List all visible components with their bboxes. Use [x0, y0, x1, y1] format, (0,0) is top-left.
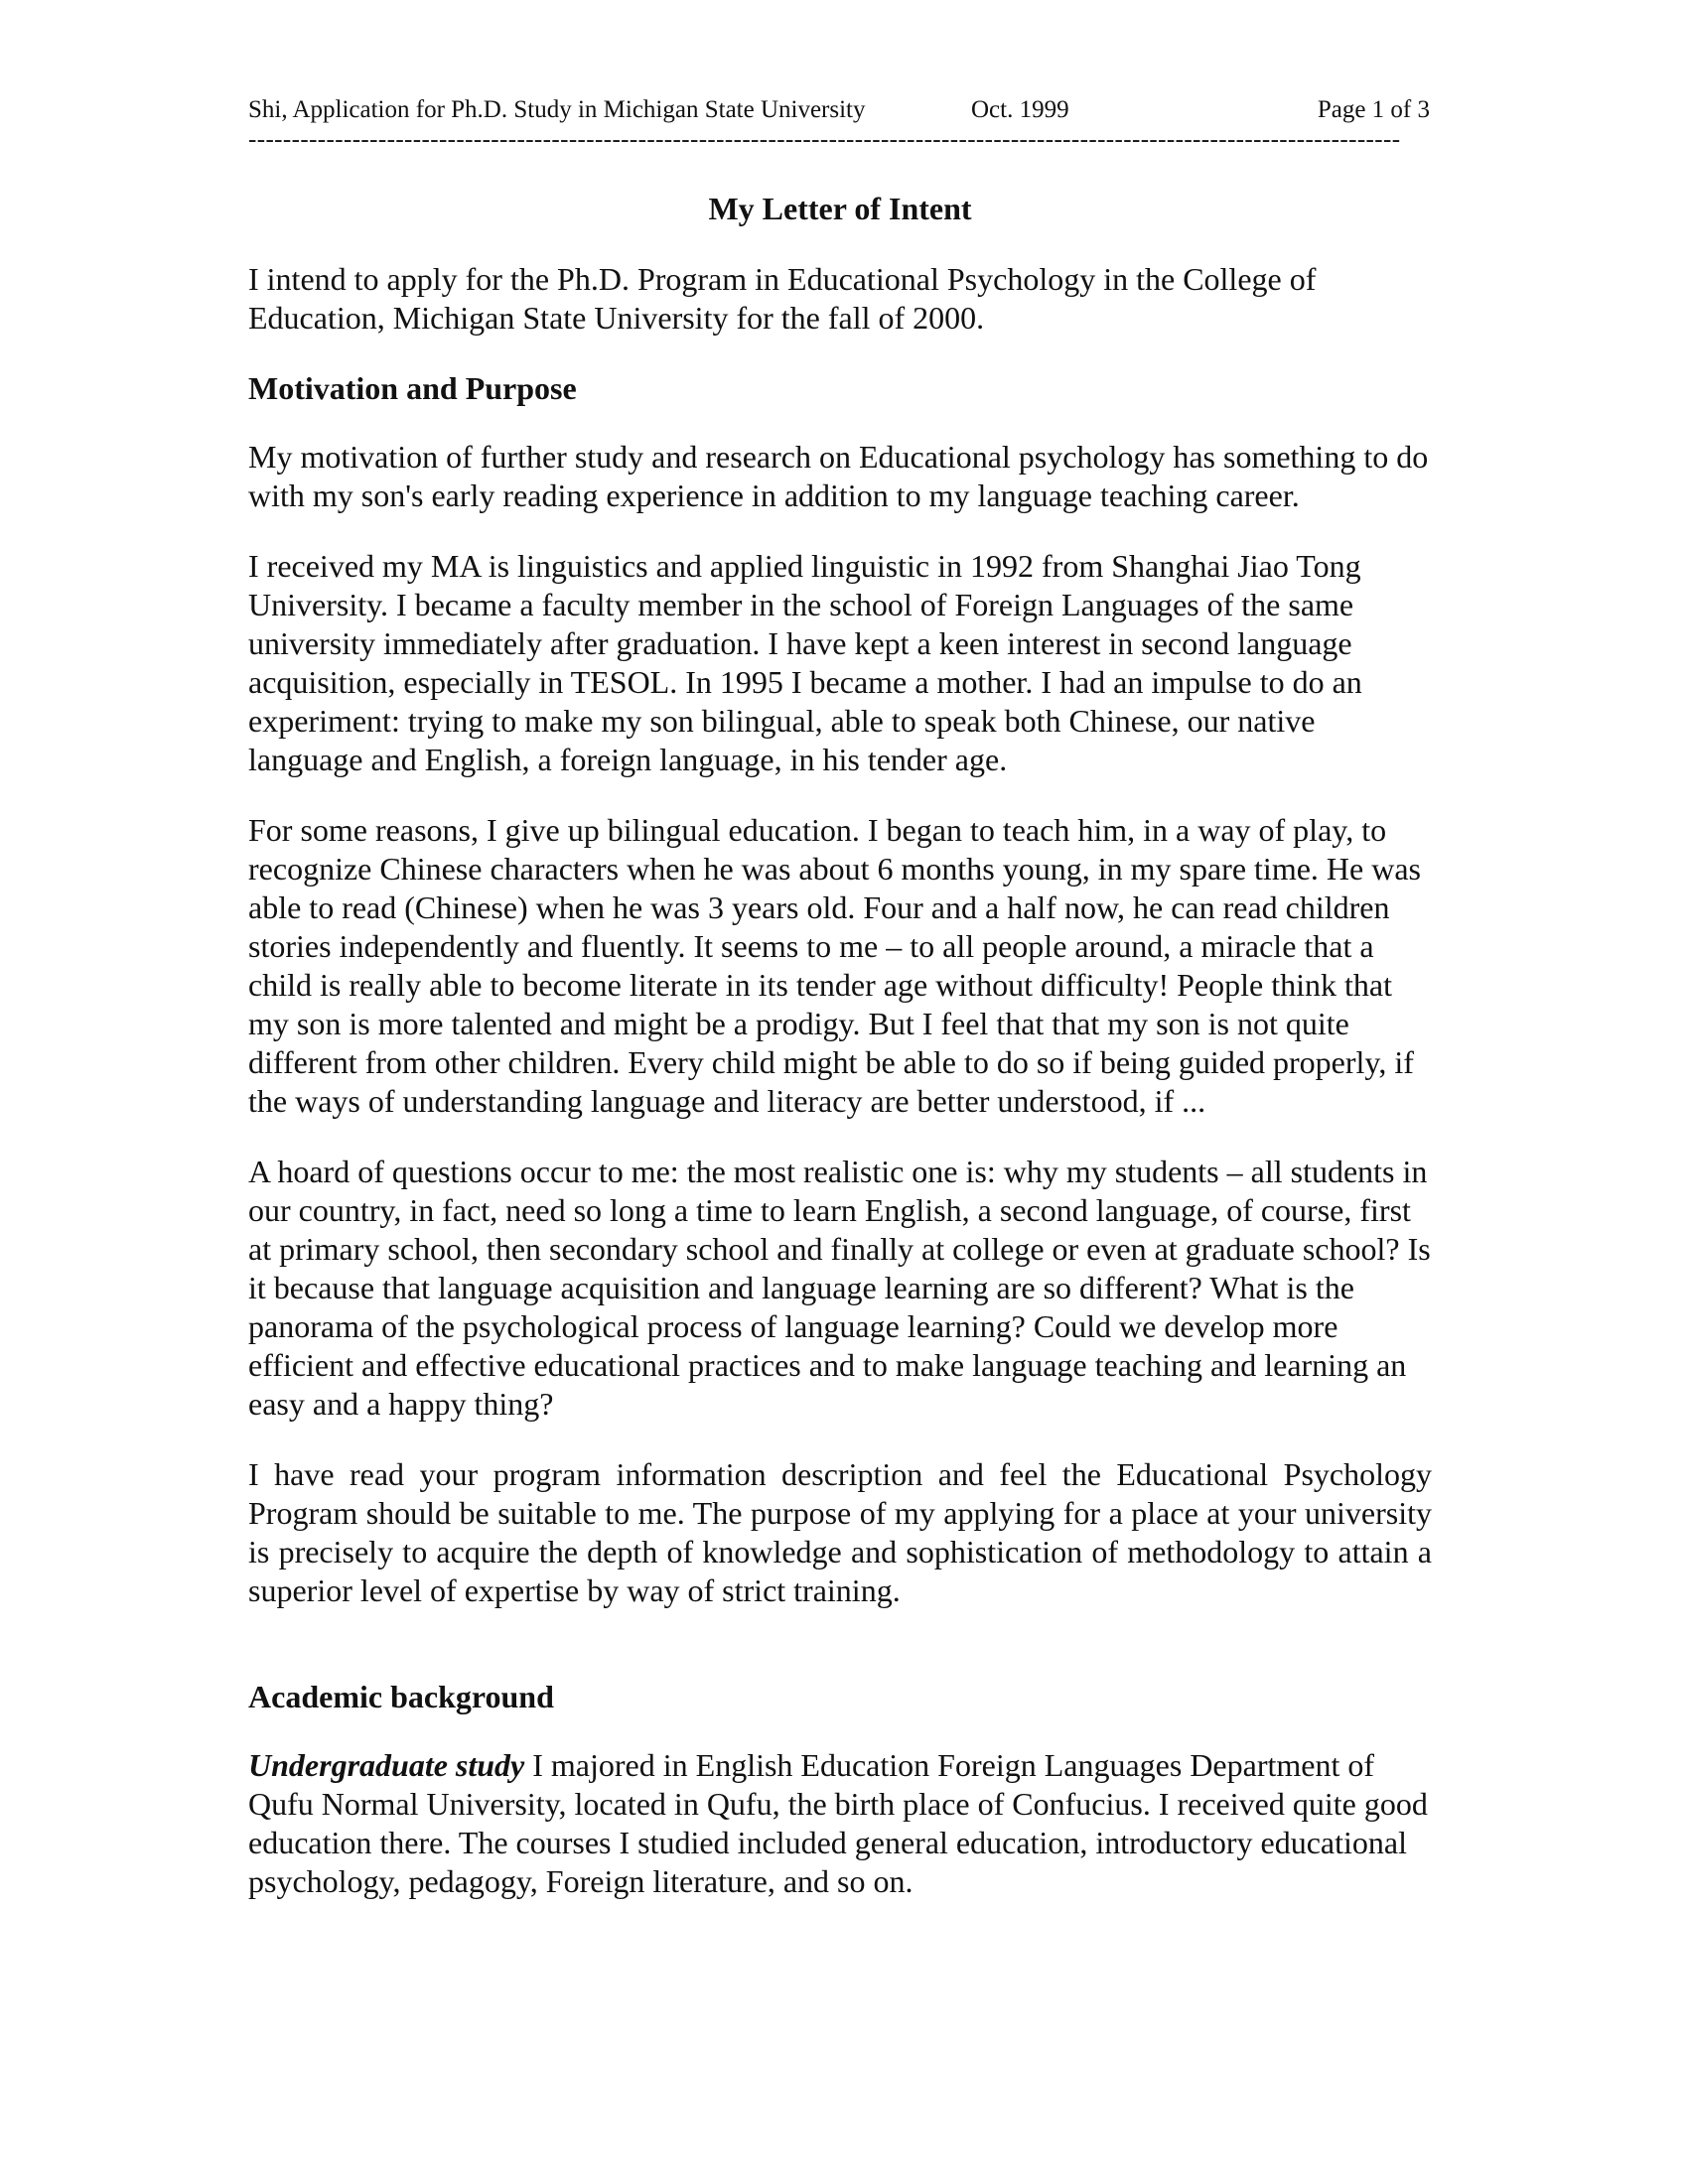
- section-spacer: [248, 1642, 1432, 1678]
- header-title: Shi, Application for Ph.D. Study in Michigan State University: [248, 96, 866, 123]
- paragraph-motivation-1: My motivation of further study and research on Educational psychology has something to do with my son's early reading experience in addition to my language teaching career.: [248, 439, 1429, 513]
- paragraph-undergraduate: [248, 1746, 1432, 1901]
- header-page-number: Page 1 of 3: [1317, 96, 1430, 123]
- intro-paragraph: I intend to apply for the Ph.D. Program in Educational Psychology in the College of Education, Michigan State University for the fall of 2000.: [248, 261, 1317, 336]
- section-heading-motivation: Motivation and Purpose: [248, 370, 577, 406]
- paragraph-motivation-2: I received my MA is linguistics and applied linguistic in 1992 from Shanghai Jiao Tong University. I became a faculty member in the school of Foreign Languages of the same university immediately after graduation. I have kept a keen interest in second language acquisition, especially in TESOL. In 1995 I became a mother. I had an impulse to do an experiment: trying to make my son bilingual, able to speak both Chinese, our native language and English, a foreign language, in his tender age.: [248, 548, 1362, 777]
- undergraduate-text: I majored in English Education Foreign Languages Department of Qufu Normal University, located in Qufu, the birth place of Confucius. I received quite good education there. The courses I studied included general education, introductory educational psychology, pedagogy, Foreign literature, and so on.: [248, 1747, 1428, 1899]
- header-dashed-rule: -------------------------------------------------------------------------------------------------------------------------------------: [248, 127, 1401, 153]
- section-heading-academic: Academic background: [248, 1679, 554, 1714]
- document-title: My Letter of Intent: [708, 191, 972, 226]
- header-date: Oct. 1999: [971, 96, 1069, 123]
- undergraduate-label: Undergraduate study: [248, 1747, 525, 1783]
- paragraph-motivation-3: For some reasons, I give up bilingual education. I began to teach him, in a way of play, to recognize Chinese characters when he was about 6 months young, in my spare time. He was able to read (Chinese) when he was 3 years old. Four and a half now, he can read children stories independently and fluently. It seems to me – to all people around, a miracle that a child is really able to become literate in its tender age without difficulty! People think that my son is more talented and might be a prodigy. But I feel that that my son is not quite different from other children. Every child might be able to do so if being guided properly, if the ways of understanding language and literacy are better understood, if ...: [248, 812, 1421, 1119]
- document-body: [248, 189, 1432, 1933]
- paragraph-motivation-5: I have read your program information description and feel the Educational Psychology Program should be suitable to me. The purpose of my applying for a place at your university is precisely to acquire the depth of knowledge and sophistication of methodology to attain a superior level of expertise by way of strict training.: [248, 1456, 1432, 1608]
- paragraph-motivation-4: A hoard of questions occur to me: the most realistic one is: why my students – all students in our country, in fact, need so long a time to learn English, a second language, of course, first at primary school, then secondary school and finally at college or even at graduate school? Is it because that language acquisition and language learning are so different? What is the panorama of the psychological process of language learning? Could we develop more efficient and effective educational practices and to make language teaching and learning an easy and a happy thing?: [248, 1154, 1431, 1422]
